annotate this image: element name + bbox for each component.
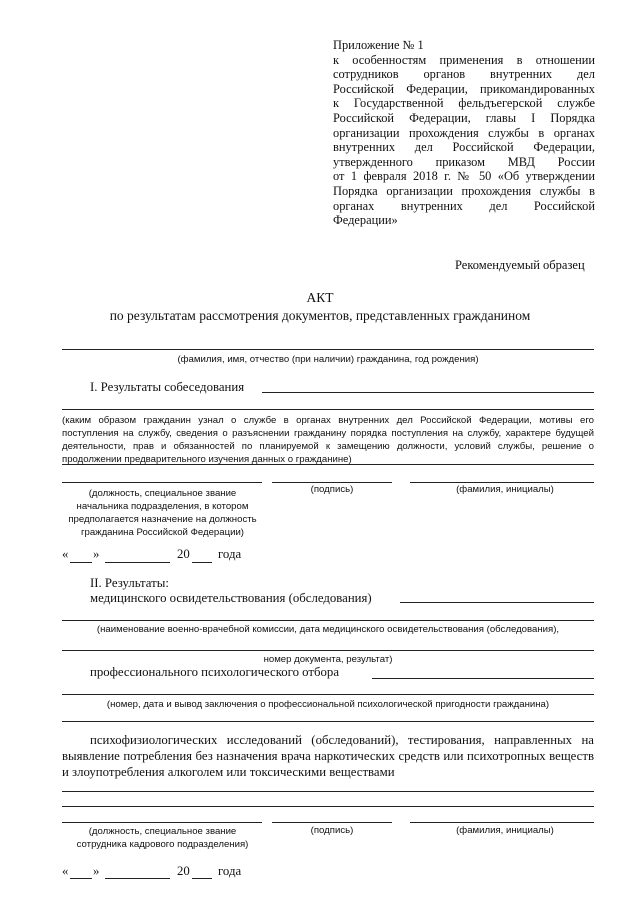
date-open-quote-2: « (62, 864, 69, 878)
psychophys-line-1[interactable] (62, 791, 594, 792)
citizen-name-line[interactable] (62, 349, 594, 350)
appendix-line: сотрудников органов внутренних дел (333, 67, 595, 82)
date-year-prefix-2: 20 (177, 864, 190, 878)
signature-caption-1: (подпись) (310, 484, 354, 495)
paragraph-line: и злоупотребления алкоголем или токсическими веществами (62, 765, 395, 779)
appendix-line: органах внутренних дел Российской (333, 198, 595, 213)
caption-line: (должность, специальное звание (88, 826, 237, 837)
date-year-line-2[interactable] (192, 878, 212, 879)
citizen-caption: (фамилия, имя, отчество (при наличии) гражданина, год рождения) (177, 354, 479, 365)
date-close-quote-2: » (93, 864, 100, 878)
note-underline (62, 464, 594, 465)
date-year-line-1[interactable] (192, 562, 212, 563)
position-line-2[interactable] (62, 822, 262, 823)
name-initials-line-1[interactable] (410, 482, 594, 483)
appendix-line: Российской Федерации, главы I Порядка (333, 110, 595, 125)
appendix-line: к Государственной фельдъегерской службе (333, 96, 595, 111)
appendix-header (333, 38, 595, 228)
note-line: деятельности, прав и обязанностей по планируемой к замещению должности, условий службы, решение о (62, 441, 594, 452)
section2-label: II. Результаты: (90, 576, 169, 590)
signature-line-1[interactable] (272, 482, 392, 483)
psychophys-paragraph (62, 732, 594, 780)
note-line: поступления на службу, сведения о разъяснении гражданину порядка поступления на службу, характере будущей (62, 428, 594, 439)
section1-label: I. Результаты собеседования (90, 380, 245, 394)
caption-line: начальника подразделения, в котором (76, 501, 249, 512)
position-line-1[interactable] (62, 482, 262, 483)
psych-label: профессионального психологического отбора (90, 665, 339, 679)
caption-line: гражданина Российской Федерации) (81, 527, 244, 538)
appendix-title: Приложение № 1 (333, 38, 424, 52)
signature-line-2[interactable] (272, 822, 392, 823)
appendix-line: к особенностям применения в отношении (333, 52, 595, 67)
medical-label: медицинского освидетельствования (обследования) (90, 591, 372, 605)
signature-caption-2: (подпись) (310, 825, 354, 836)
appendix-line: внутренних дел Российской Федерации, (333, 140, 595, 155)
psych-line-2[interactable] (62, 694, 594, 695)
date-year-prefix-1: 20 (177, 547, 190, 561)
psych-line[interactable] (372, 678, 594, 679)
appendix-line: организации прохождения службы в органах (333, 125, 595, 140)
appendix-line: от 1 февраля 2018 г. № 50 «Об утверждении (333, 169, 595, 184)
date-day-line-2[interactable] (70, 878, 92, 879)
medical-line-3[interactable] (62, 650, 594, 651)
position-caption-2 (55, 825, 270, 851)
medical-line-2[interactable] (62, 620, 594, 621)
medical-line[interactable] (400, 602, 594, 603)
note-line: (каким образом гражданин узнал о службе в органах внутренних дел Российской Федерации, мотивы его (62, 415, 594, 426)
appendix-line: Порядка организации прохождения службы в (333, 183, 595, 198)
name-initials-line-2[interactable] (410, 822, 594, 823)
date-month-line-2[interactable] (105, 878, 170, 879)
paragraph-line: выявление потребления без назначения врача наркотических средств или психотропных веществ (62, 749, 594, 763)
caption-line: сотрудника кадрового подразделения) (76, 839, 249, 850)
medical-commission-caption: (наименование военно-врачебной комиссии, дата медицинского освидетельствования (обследования), (96, 624, 560, 635)
date-close-quote-1: » (93, 547, 100, 561)
appendix-line: Федерации» (333, 213, 398, 228)
psych-conclusion-caption: (номер, дата и вывод заключения о профессиональной психологической пригодности гражданина) (106, 699, 550, 710)
date-open-quote-1: « (62, 547, 69, 561)
name-initials-caption-2: (фамилия, инициалы) (456, 825, 554, 836)
act-title: АКТ (306, 290, 334, 305)
caption-line: (должность, специальное звание (88, 488, 237, 499)
note-line: продолжении предварительного изучения данных о гражданине) (62, 454, 352, 465)
appendix-line: утвержденного приказом МВД России (333, 154, 595, 169)
psych-line-3[interactable] (62, 721, 594, 722)
psychophys-line-2[interactable] (62, 806, 594, 807)
document-number-caption: номер документа, результат) (263, 654, 393, 665)
paragraph-line: психофизиологических исследований (обследований), тестирования, направленных на (90, 733, 594, 747)
date-year-word-2: года (218, 864, 242, 878)
name-initials-caption-1: (фамилия, инициалы) (456, 484, 554, 495)
date-day-line-1[interactable] (70, 562, 92, 563)
section1-note (62, 414, 594, 466)
interview-results-line-2[interactable] (62, 409, 594, 410)
date-year-word-1: года (218, 547, 242, 561)
act-subtitle: по результатам рассмотрения документов, представленных гражданином (109, 308, 531, 323)
date-month-line-1[interactable] (105, 562, 170, 563)
interview-results-line[interactable] (262, 392, 594, 393)
recommended-sample: Рекомендуемый образец (455, 258, 585, 272)
appendix-line: Российской Федерации, прикомандированных (333, 81, 595, 96)
position-caption-1 (55, 487, 270, 539)
caption-line: предполагается назначение на должность (68, 514, 257, 525)
